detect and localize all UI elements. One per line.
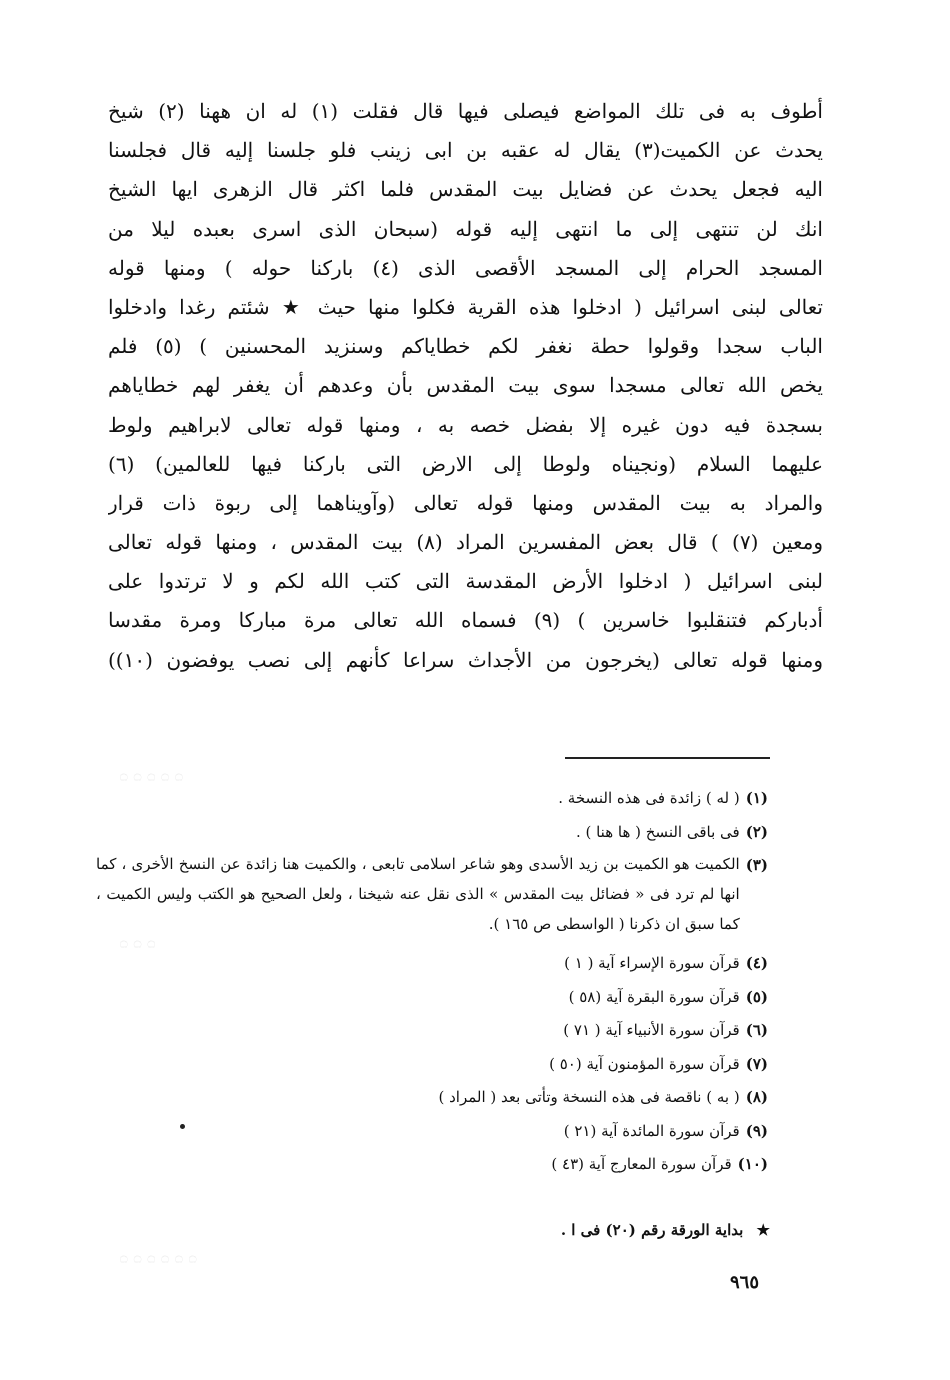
footnote-text: الكميت هو الكميت بن زيد الأسدى وهو شاعر اسلامى تابعى ، والكميت هنا زائدة عن النسخ الأخرى ، كما انها لم ترد فى « فضائل بيت المقدس » الذى نقل عنه شيخنا ، ولعل الصحيح هو الكتب وليس الكميت ، كما سبق ان ذكرنا ( الواسطى ص ١٦٥ ).: [96, 855, 740, 933]
star-note-text: بداية الورقة رقم (٢٠) فى ا .: [560, 1221, 744, 1239]
page-number: ٩٦٥: [730, 1272, 760, 1293]
star-icon: ★: [756, 1221, 770, 1239]
footnote-item: [96, 1081, 768, 1115]
footnote-item: [96, 947, 768, 981]
footnote-text: قرآن سورة الإسراء آية ( ١ ): [564, 954, 740, 972]
footnote-number: (٤): [745, 954, 768, 972]
bleed-through-text: ۝ ۝ ۝: [120, 935, 157, 950]
text-line: والمراد به بيت المقدس ومنها قوله تعالى (وآويناهما إلى ربوة ذات قرار: [108, 490, 823, 515]
footnote-number: (٧): [745, 1054, 768, 1073]
footnote-number: (٨): [745, 1088, 768, 1106]
text-line: الباب سجدا وقولوا حطة نغفر لكم خطاياكم وسنزيد المحسنين ) (٥) فلم: [108, 334, 823, 359]
bleed-through-text: ۝ ۝ ۝ ۝ ۝: [120, 768, 184, 783]
main-text-body: [108, 92, 823, 680]
ink-dot: [180, 1124, 185, 1129]
footnote-number: (١): [745, 789, 768, 807]
footnote-text: قرآن سورة المعارج آية (٤٣ ): [551, 1155, 732, 1173]
text-line: يحدث عن الكميت(٣) يقال له عقبه بن ابى زينب فلو جلسنا إليه قال فجلسنا: [108, 138, 823, 163]
text-line: انك لن تنتهى إلى ما انتهى إليه قوله (سبحان الذى اسرى بعبده ليلا من: [108, 216, 823, 241]
text-line: ومعين (٧) ) قال بعض المفسرين المراد (٨) بيت المقدس ، ومنها قوله تعالى: [108, 530, 823, 555]
footnote-item: [96, 1048, 768, 1082]
footnote-gap: [96, 939, 768, 947]
footnotes: [96, 782, 768, 1182]
text-line: المسجد الحرام إلى المسجد الأقصى الذى (٤) باركنا حوله ) ومنها قوله: [108, 255, 823, 280]
footnote-number: (٩): [745, 1121, 768, 1140]
text-line: بسجدة فيه دون غيره إلا بفضل خصه به ، ومنها قوله تعالى لابراهيم ولوط: [108, 412, 823, 437]
text-line: تعالى لبنى اسرائيل ( ادخلوا هذه القرية فكلوا منها حيث ★ شئتم رغدا وادخلوا: [108, 294, 823, 319]
text-line: ومنها قوله تعالى (يخرجون من الأجداث سراعا كأنهم إلى نصب يوفضون (١٠)): [108, 647, 823, 672]
bleed-through-text: ۝ ۝ ۝ ۝ ۝ ۝: [120, 1250, 198, 1265]
footnote-item: [96, 849, 768, 939]
footnote-item: [96, 981, 768, 1015]
footnote-item: [96, 1115, 768, 1149]
footnote-text: ( به ) ناقصة فى هذه النسخة وتأتى بعد ( المراد ): [438, 1088, 740, 1106]
footnote-number: (٥): [745, 987, 768, 1006]
footnote-number: (٦): [745, 1021, 768, 1039]
footnote-item: [96, 1014, 768, 1048]
footnote-text: قرآن سورة المؤمنون آية (٥٠ ): [549, 1054, 740, 1073]
footnote-item: [96, 1148, 768, 1182]
footnote-item: [96, 816, 768, 850]
text-line: لبنى اسرائيل ( ادخلوا الأرض المقدسة التى كتب الله لكم و لا ترتدوا على: [108, 569, 823, 594]
footnote-item: [96, 782, 768, 816]
footnote-text: ( له ) زائدة فى هذه النسخة .: [558, 789, 740, 807]
text-line: يخص الله تعالى مسجدا سوى بيت المقدس بأن وعدهم أن يغفر لهم خطاياهم: [108, 373, 823, 398]
footnote-text: قرآن سورة البقرة آية (٥٨ ): [568, 987, 740, 1006]
text-line: أطوف به فى تلك المواضع فيصلى فيها قال فقلت (١) له ان ههنا (٢) شيخ: [108, 99, 823, 123]
text-line: أدباركم فتنقلبوا خاسرين ) (٩) فسماه الله تعالى مرة مباركا ومرة مقدسا: [108, 608, 823, 633]
footnote-text: فى باقى النسخ ( ها هنا ) .: [575, 822, 740, 841]
star-note: [561, 1221, 770, 1239]
footnote-text: قرآن سورة الأنبياء آية ( ٧١ ): [563, 1021, 740, 1039]
text-line: اليه فجعل يحدث عن فضايل بيت المقدس فلما اكثر قال الزهرى ايها الشيخ: [108, 177, 823, 202]
footnote-number: (٣): [745, 856, 768, 874]
footnote-number: (١٠): [737, 1155, 768, 1173]
footnote-text: قرآن سورة المائدة آية (٢١ ): [563, 1121, 740, 1140]
footnote-separator: [565, 757, 770, 759]
footnote-number: (٢): [745, 822, 768, 841]
text-line: عليهما السلام (ونجيناه ولوطا إلى الارض التى باركنا فيها للعالمين) (٦): [108, 451, 823, 476]
